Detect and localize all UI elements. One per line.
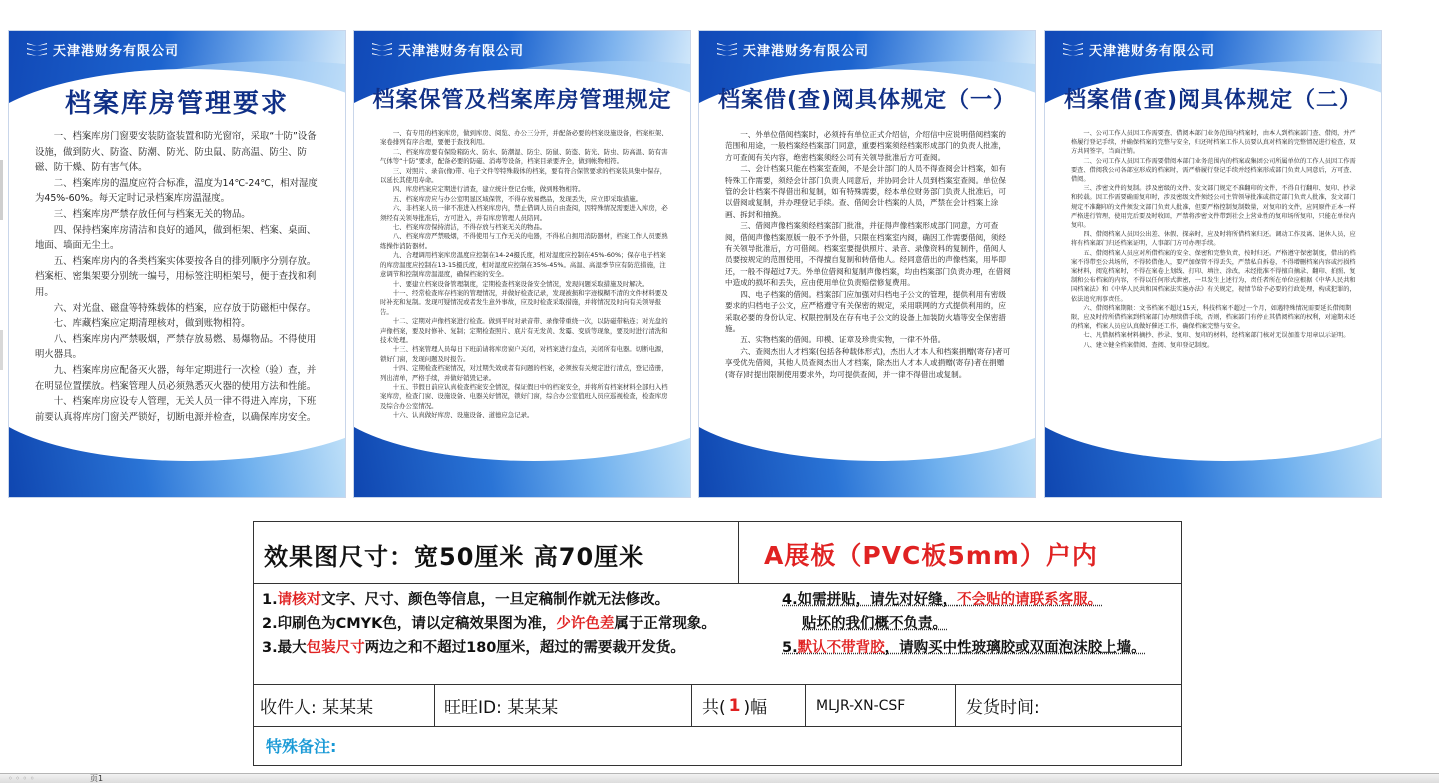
board-title: 档案借(查)阅具体规定（一）: [717, 88, 1017, 113]
board-2: [353, 30, 691, 498]
paragraph: 十二、定期对声像档案进行检查。做到平时对录音带、录像带重绕一次，以防磁带粘连；对光盘的声像档案，要及时修补、复制；定期检查照片、底片有无发黄、发霉、变质等现象，要及时进行清洗和技术处理。: [380, 317, 668, 344]
special-notes-row: [254, 727, 1181, 766]
note-highlight: 默认不带背胶: [797, 640, 885, 656]
paragraph: 六、借阅档案期限：文书档案不超过15天，科技档案不超过一个月，如遇特殊情况需要延长借阅期限，应及时持所借档案到档案部门办理续借手续，否则，档案部门有停止其借阅档案的权利，对逾期未还的档案，档案人员应认真做好催还工作，确保档案完整与安全。: [1071, 304, 1356, 331]
shipping-row: [254, 685, 1181, 727]
paragraph: 十六、认真做好库房、设施设备、道德应急记录。: [392, 411, 534, 420]
paragraph: 四、借阅档案人员因公出差、休假、探亲时，应及时将所借档案归还。调动工作及离、退休人员，应将有档案部门归还档案证明，人事部门方可办理手续。: [1071, 231, 1356, 248]
count-prefix: 共(: [702, 698, 726, 718]
order-info-table: [253, 521, 1182, 766]
paragraph: 十三、档案管理人员每日下班前请将库房窗户关闭，对档案进行盘点，关闭所有电器。切断电源，锁好门窗，发现问题及时报告。: [380, 345, 668, 363]
note-highlight: 少许色差: [556, 616, 615, 632]
note-text: ，请购买中性玻璃胶或双面泡沫胶上墙。: [884, 640, 1146, 656]
company-logo-icon: [717, 42, 737, 56]
board-body: [380, 129, 668, 437]
note-5: [782, 636, 1146, 660]
cell-divider: [691, 685, 692, 726]
paragraph: 四、库房档案应定期进行清查，建立统计登记台账，做到账物相符。: [392, 185, 585, 194]
board-body: [1071, 129, 1359, 437]
paragraph: 十、档案库房应设专人管理，无关人员一律不得进入库房，下班前要认真将库房门窗关严锁好，切断电源并检查，以确保库房安全。: [35, 396, 317, 423]
paragraph: 二、档案库房的温度应符合标准，温度为14℃-24℃，相对湿度为45%-60%。每天定时记录档案库房温湿度。: [35, 177, 318, 205]
paragraph: 七、凡借据档案材料摘抄、抄录、复印、复印的材料，经档案部门核对无误加盖专用章以示证明。: [1083, 332, 1350, 340]
note-text: 1.: [262, 592, 278, 608]
ship-time-label: 发货时间:: [966, 698, 1040, 718]
product-text: A展板（PVC板5mm）户内: [764, 541, 1098, 570]
cell-divider: [955, 685, 956, 726]
paragraph: 三、对照片、录音(像)带、电子文件等特殊载体的档案，要有符合保管要求的档案装具集中保存，以延长其使用寿命。: [380, 166, 667, 185]
note-3: [262, 636, 685, 660]
company-name-text: 天津港财务有限公司: [743, 43, 870, 59]
paragraph: 四、保持档案库房清洁和良好的通风，做到柜架、档案、桌面、地面、墙面无尘土。: [35, 224, 317, 252]
paragraph: 一、档案库房门窗要安装防盗装置和防光窗帘，采取“十防”设备设施，做到防火、防盗、防潮、防光、防虫鼠、防高温、防尘、防磁、防干燥、防有害气体。: [35, 131, 317, 174]
board-body: [725, 129, 1013, 437]
paragraph: 五、实物档案的借阅。印模、证章及珍贵实物，一律不外借。: [740, 335, 946, 345]
paragraph: 二、公司工作人员因工作需要借阅本部门业务范围内的档案或集团公司所属单位的工作人员因工作需要查、借阅我公司各部室形成的档案时，需严格履行登记手续并经档案形成部门负责人同意后，方可查、借阅。: [1071, 157, 1356, 184]
company-name: [1063, 39, 1215, 59]
company-logo-icon: [1063, 42, 1083, 56]
paragraph: 七、库藏档案应定期清理核对，做到账物相符。: [53, 318, 251, 330]
paragraph: 十五、节假日前应认真检查档案安全情况，保证假日中的档案安全，并将所有档案材料全部归入档案库房，检查门窗、设施设备、电器关好情况，锁好门窗，综合办公室值班人员应巡视检查，检查库房及综合办公室情况。: [380, 382, 668, 410]
board-3: [698, 30, 1036, 498]
product-code: MLJR-XN-CSF: [816, 697, 906, 714]
board-title: 档案库房管理要求: [64, 89, 289, 119]
paragraph: 五、档案库房应与办公室明显区域保管，不得存放易燃品，发现丢失，应立即采取措施。: [392, 194, 643, 203]
paragraph: 一、外单位借阅档案时，必须持有单位正式介绍信，介绍信中应说明借阅档案的范围和用途，一般档案经档案部门同意，重要档案须经档案形成部门的负责人批准，方可查阅有关内容，绝密档案须经公司有关领导批准后方可查阅。: [725, 130, 1006, 162]
paragraph: 六、对光盘、磁盘等特殊载体的档案，应存放于防磁柜中保存。: [53, 302, 317, 314]
paragraph: 四、电子档案的借阅。档案部门应加强对归档电子公文的管理，提供利用有密级要求的归档电子公文，应严格遵守有关保密的规定，采用联网的方式提供利用的，应采取必要的身份认定、权限控制及在存有电子公文的设备上加装防火墙等安全保密措施。: [725, 289, 1006, 333]
note-text: 文字、尺寸、颜色等信息，一旦定稿制作就无法修改。: [321, 592, 670, 608]
note-highlight: 请核对: [277, 592, 322, 608]
paragraph: 一、有专用的档案库房，做到库房、阅览、办公三分开，并配备必要的档案设施设备，档案柜架、案卷排列有序合理，要便于查找利用。: [380, 129, 668, 147]
paragraph: 十一、经常检查库存档案的管理情况，并做好检查记录，发现被损和字迹模糊不清的文件材料要及时补充和复制。发现可疑情况或者发生意外事故，应及时检查采取措施，并将情况及时向有关领导报告。: [380, 288, 668, 316]
size-text: 效果图尺寸：宽50厘米 高70厘米: [264, 543, 645, 571]
note-4: [782, 588, 1102, 612]
special-notes-label: 特殊备注:: [266, 737, 337, 756]
status-bar-icons: ◦ ◦ ◦ ◦: [8, 774, 35, 783]
company-name-text: 天津港财务有限公司: [398, 43, 525, 59]
receiver-label: 收件人: 某某某: [260, 698, 374, 718]
count-value: 1: [728, 695, 741, 716]
page-indicator[interactable]: 页1: [90, 774, 104, 783]
note-line-2: [262, 612, 1173, 636]
paragraph: 九、合理调用档案库房温度应控制在14-24摄氏度，相对湿度应控制在45%-60%；保存电子档案的库房温度应控制在13-15摄氏度，相对湿度应控制在35%-45%。高温、高湿季节应有防范措施，注意调节和控制库房温湿度，确保档案的安全。: [380, 251, 666, 279]
note-highlight: 包装尺寸: [306, 640, 365, 656]
paragraph: 六、查阅杰出人才档案(包括各种载体形式)，杰出人才本人和档案捐赠(寄存)者可享受优先借阅，其他人员查阅杰出人才档案，除杰出人才本人或捐赠(寄存)者在捐赠(寄存)时提出限制使用要求外，均可提供查阅，并一律不得借出或复制。: [725, 346, 1011, 379]
company-name: [717, 39, 869, 59]
cell-divider: [805, 685, 806, 726]
note-text: 两边之和不超过180厘米，超过的需要裁开发货。: [364, 640, 685, 656]
notes: [262, 588, 1173, 660]
note-line-1: [262, 588, 1173, 612]
company-name-text: 天津港财务有限公司: [53, 43, 180, 59]
note-text: 4.如需拼贴，请先对好缝，: [782, 592, 958, 608]
cell-divider: [434, 685, 435, 726]
paragraph: 二、会计档案只能在档案室查阅，不是会计部门的人员不得查阅会计档案，如有特殊工作需要，须经会计部门负责人同意后，并协同会计人员到档案室查阅。单位保管的会计档案不得借出和复制，如有特殊需要，经本单位财务部门负责人批准后，可以借阅或复制，并办理登记手续。查、借阅会计档案的人员，严禁在会计档案上涂画、拆封和抽换。: [725, 164, 1006, 219]
board-body: [35, 129, 323, 437]
note-highlight: 不会贴的请联系客服。: [957, 592, 1103, 608]
note-text: 属于正常现象。: [614, 616, 716, 632]
note-2c: 贴坏的我们概不负责。: [802, 616, 947, 632]
note-text: 5.: [782, 640, 798, 656]
paragraph: 八、档案库房严禁吸烟，不得使用与工作无关的电器，不得私自拥用消防器材，档案工作人员要熟练操作消防器材。: [380, 232, 668, 250]
company-name-text: 天津港财务有限公司: [1089, 43, 1216, 59]
notes-row: [254, 584, 1181, 685]
paragraph: 三、档案库房严禁存放任何与档案无关的物品。: [53, 208, 251, 220]
note-text: 2.印刷色为CMYK色，请以定稿效果图为准，: [262, 616, 557, 632]
left-edge-marker-2: [0, 330, 3, 370]
company-name: [372, 39, 524, 59]
board-title: 档案保管及档案库房管理规定: [372, 88, 672, 113]
paragraph: 八、建立健全档案借阅、查阅、复印登记制度。: [1083, 341, 1214, 349]
left-edge-marker: [0, 160, 3, 220]
note-text: 3.最大: [262, 640, 307, 656]
paragraph: 十、要建立档案设备管理制度，定期检查档案设备安全情况，发现问题采取措施及时解决。: [392, 279, 649, 288]
row-divider: [738, 522, 739, 583]
size-row: [254, 522, 1181, 584]
paragraph: 一、公司工作人员因工作需要查、借阅本部门业务范围内档案时，由本人到档案部门查、借阅，并严格履行登记手续，并确保档案的完整与安全，归还时档案工作人员要认真对档案的完整情况进行检查，双方共同签字，当面注销。: [1071, 130, 1356, 156]
paragraph: 二、档案库房要有保险箱防火、防水、防潮湿、防尘、防鼠、防盗、防光、防虫、防高温、防有害气体等“十防”要求，配备必要的防磁、消毒等设备，档案目录要齐全，做到帐物相符。: [380, 147, 668, 166]
board-4: [1044, 30, 1382, 498]
board-title: 档案借(查)阅具体规定（二）: [1063, 88, 1363, 113]
company-name: [27, 39, 179, 59]
company-logo-icon: [372, 42, 392, 56]
board-1: [8, 30, 346, 498]
note-line-3: [262, 636, 1173, 660]
paragraph: 三、涉密文件的复制。涉及密级的文件、发文部门规定不准翻印的文件，不得自行翻印、复印、抄录和转载。因工作需要确需复印时，涉及密级文件须经公司主管领导批准或指定部门负责人批准，发文部门规定不准翻印的文件须发文部门负责人批准，但要严格控制复制数量，对复印的文件，应同原件正本一样严格进行管理，使用完后要及时收回，严禁将涉密文件带到社会上营业性的复印场所复印，只能在单位内复印。: [1071, 185, 1356, 230]
paragraph: 五、档案库房内的各类档案实体要按各自的排列顺序分别存放。档案柜、密集架要分别统一编号，用标签注明柜架号，便于查找和利用。: [35, 255, 317, 298]
paragraph: 十四、定期检查档案情况，对过期失效或者有问题的档案，必须按有关规定进行清点，登记造册，列出清单，严格手续，并做好销毁记录。: [380, 364, 668, 382]
paragraph: 八、档案库房内严禁吸烟，严禁存放易燃、易爆物品。不得使用明火器具。: [35, 333, 317, 361]
note-1: [262, 588, 669, 612]
wangwang-label: 旺旺ID: 某某某: [444, 698, 559, 718]
count-suffix: )幅: [743, 698, 768, 718]
count-cell: [702, 685, 767, 726]
paragraph: 六、非档案人员一律不准进入档案库房内，禁止借调人员自由查阅，因特殊情况需要进入库房，必须经有关领导批准后，方可进入，并有库房管理人员陪同。: [380, 204, 668, 222]
paragraph: 七、档案库房保持清洁，不得存放与档案无关的物品。: [392, 223, 547, 232]
paragraph: 九、档案库房应配备灭火器，每年定期进行一次检（验）查，并在明显位置摆放。档案管理人员必须熟悉灭火器的使用方法和性能。: [35, 364, 317, 392]
status-bar: [0, 773, 1439, 783]
paragraph: 三、借阅声像档案须经档案部门批准，并征得声像档案形成部门同意，方可查阅，借阅声像档案原版一般不予外借，只限在档案室内阅，确因工作需要借阅，须经有关领导批准后，方可借阅。档案室要提供照片、录音、录像资料的复制件，借阅人员要按规定的范围使用，不得擅自复制和转借他人。经同意借出的声像档案，用毕即还，一般不得超过7天。外单位借阅和复制声像档案，均由档案部门负责办理，在借阅中造成的损坏和丢失，应由使用单位负责赔偿修复费用。: [725, 221, 1011, 288]
company-logo-icon: [27, 42, 47, 56]
paragraph: 五、借阅档案人员应对所借档案的安全、保密和完整负责，按时归还。严格遵守保密制度，借出的档案不得带至公共场所，不得转借他人，要严加保管不得丢失，严禁私自拆卷，不得增删档案内容或污损档案材料，阅览档案时，不得在案卷上划线、打印、填注、涂改，未经批准不得擅自摘录、翻印、拍照、复制和公布档案的内容，不得以任何形式泄密，一旦发生上述行为，责任者所在单位应根据《中华人民共和国档案法》和《中华人民共和国档案法实施办法》有关规定，视情节给予必要的行政处理，构成犯罪的，依法追究刑事责任。: [1071, 249, 1356, 303]
note-2: [262, 612, 716, 636]
